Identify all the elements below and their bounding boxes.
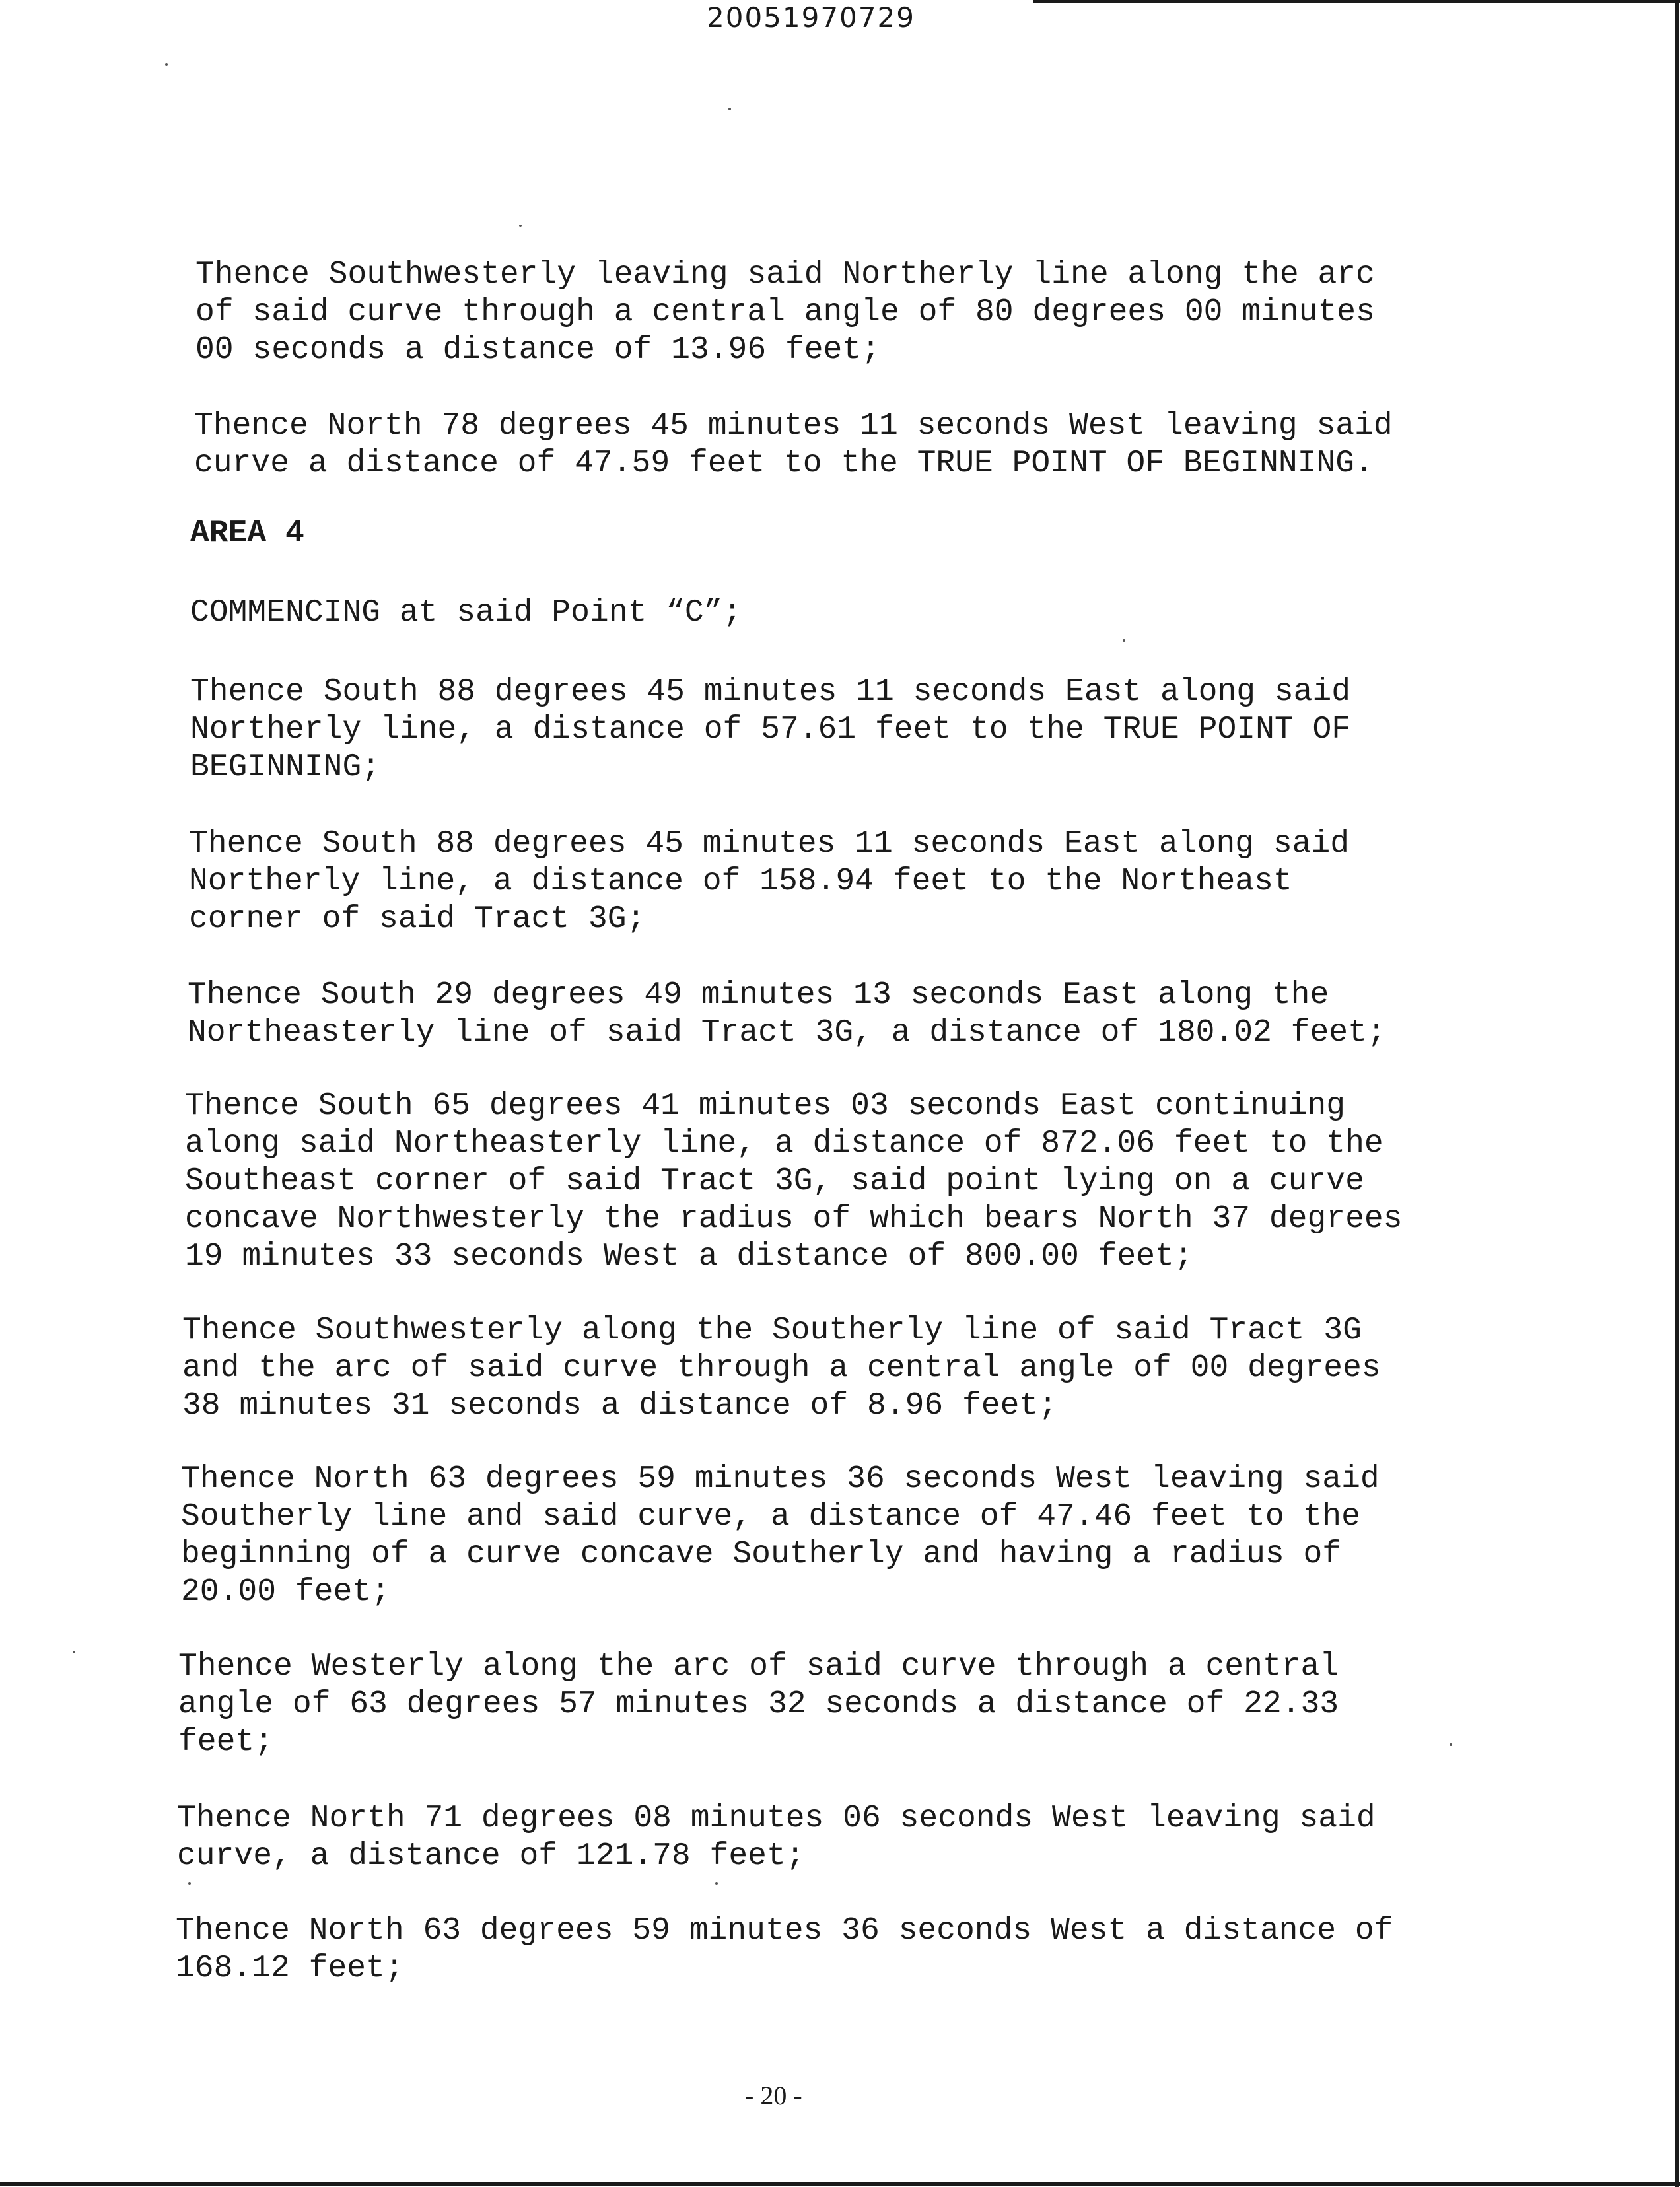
document-number: 20051970729 bbox=[707, 1, 915, 34]
scan-speck bbox=[165, 63, 168, 66]
section-heading-area-4: AREA 4 bbox=[190, 516, 304, 551]
right-border-line bbox=[1675, 0, 1679, 2187]
paragraph-north-63-final: Thence North 63 degrees 59 minutes 36 seconds West a distance of 168.12 feet; bbox=[176, 1913, 1393, 1986]
scan-speck bbox=[519, 225, 522, 227]
paragraph-southwesterly-southerly-line: Thence Southwesterly along the Southerly line of said Tract 3G and the arc of said curve through a central angle of 00 degrees 38 minutes 31 seconds a distance of 8.96 feet; bbox=[182, 1313, 1381, 1424]
paragraph-south-65: Thence South 65 degrees 41 minutes 03 seconds East continuing along said Northeasterly line, a distance of 872.06 feet to the Southeast corner of said Tract 3G, said point lying on a curve concave Northwesterly the radius of which bears North 37 degrees 19 minutes 33 seconds West a distance of 800.00 feet; bbox=[185, 1088, 1403, 1274]
page-number: - 20 - bbox=[745, 2081, 802, 2110]
paragraph-north-71: Thence North 71 degrees 08 minutes 06 seconds West leaving said curve, a distance of 121.78 feet; bbox=[177, 1801, 1376, 1874]
scan-speck bbox=[1450, 1743, 1452, 1746]
scan-speck bbox=[188, 1882, 191, 1885]
paragraph-north-78: Thence North 78 degrees 45 minutes 11 seconds West leaving said curve a distance of 47.59 feet to the TRUE POINT OF BEGINNING. bbox=[194, 408, 1393, 481]
paragraph-westerly-arc: Thence Westerly along the arc of said curve through a central angle of 63 degrees 57 minutes 32 seconds a distance of 22.33 feet; bbox=[178, 1649, 1339, 1760]
paragraph-north-63-leaving: Thence North 63 degrees 59 minutes 36 seconds West leaving said Southerly line and said curve, a distance of 47.46 feet to the beginning of a curve concave Southerly and having a radius of 20.00 feet; bbox=[181, 1461, 1380, 1610]
scan-speck bbox=[1123, 639, 1125, 642]
paragraph-commencing: COMMENCING at said Point “C”; bbox=[190, 595, 742, 631]
scan-speck bbox=[715, 1882, 718, 1885]
paragraph-south-29: Thence South 29 degrees 49 minutes 13 seconds East along the Northeasterly line of said Tract 3G, a distance of 180.02 feet; bbox=[188, 977, 1386, 1051]
top-border-line bbox=[1033, 0, 1680, 3]
paragraph-south-88-first: Thence South 88 degrees 45 minutes 11 seconds East along said Northerly line, a distance of 57.61 feet to the TRUE POINT OF BEGINNING; bbox=[190, 674, 1351, 785]
bottom-border-line bbox=[0, 2182, 1680, 2186]
paragraph-southwesterly-arc: Thence Southwesterly leaving said Northerly line along the arc of said curve through a central angle of 80 degrees 00 minutes 00 seconds a distance of 13.96 feet; bbox=[195, 257, 1375, 368]
paragraph-south-88-second: Thence South 88 degrees 45 minutes 11 seconds East along said Northerly line, a distance of 158.94 feet to the Northeast corner of said Tract 3G; bbox=[189, 826, 1350, 937]
scan-speck bbox=[728, 108, 731, 110]
scan-speck bbox=[73, 1651, 75, 1653]
